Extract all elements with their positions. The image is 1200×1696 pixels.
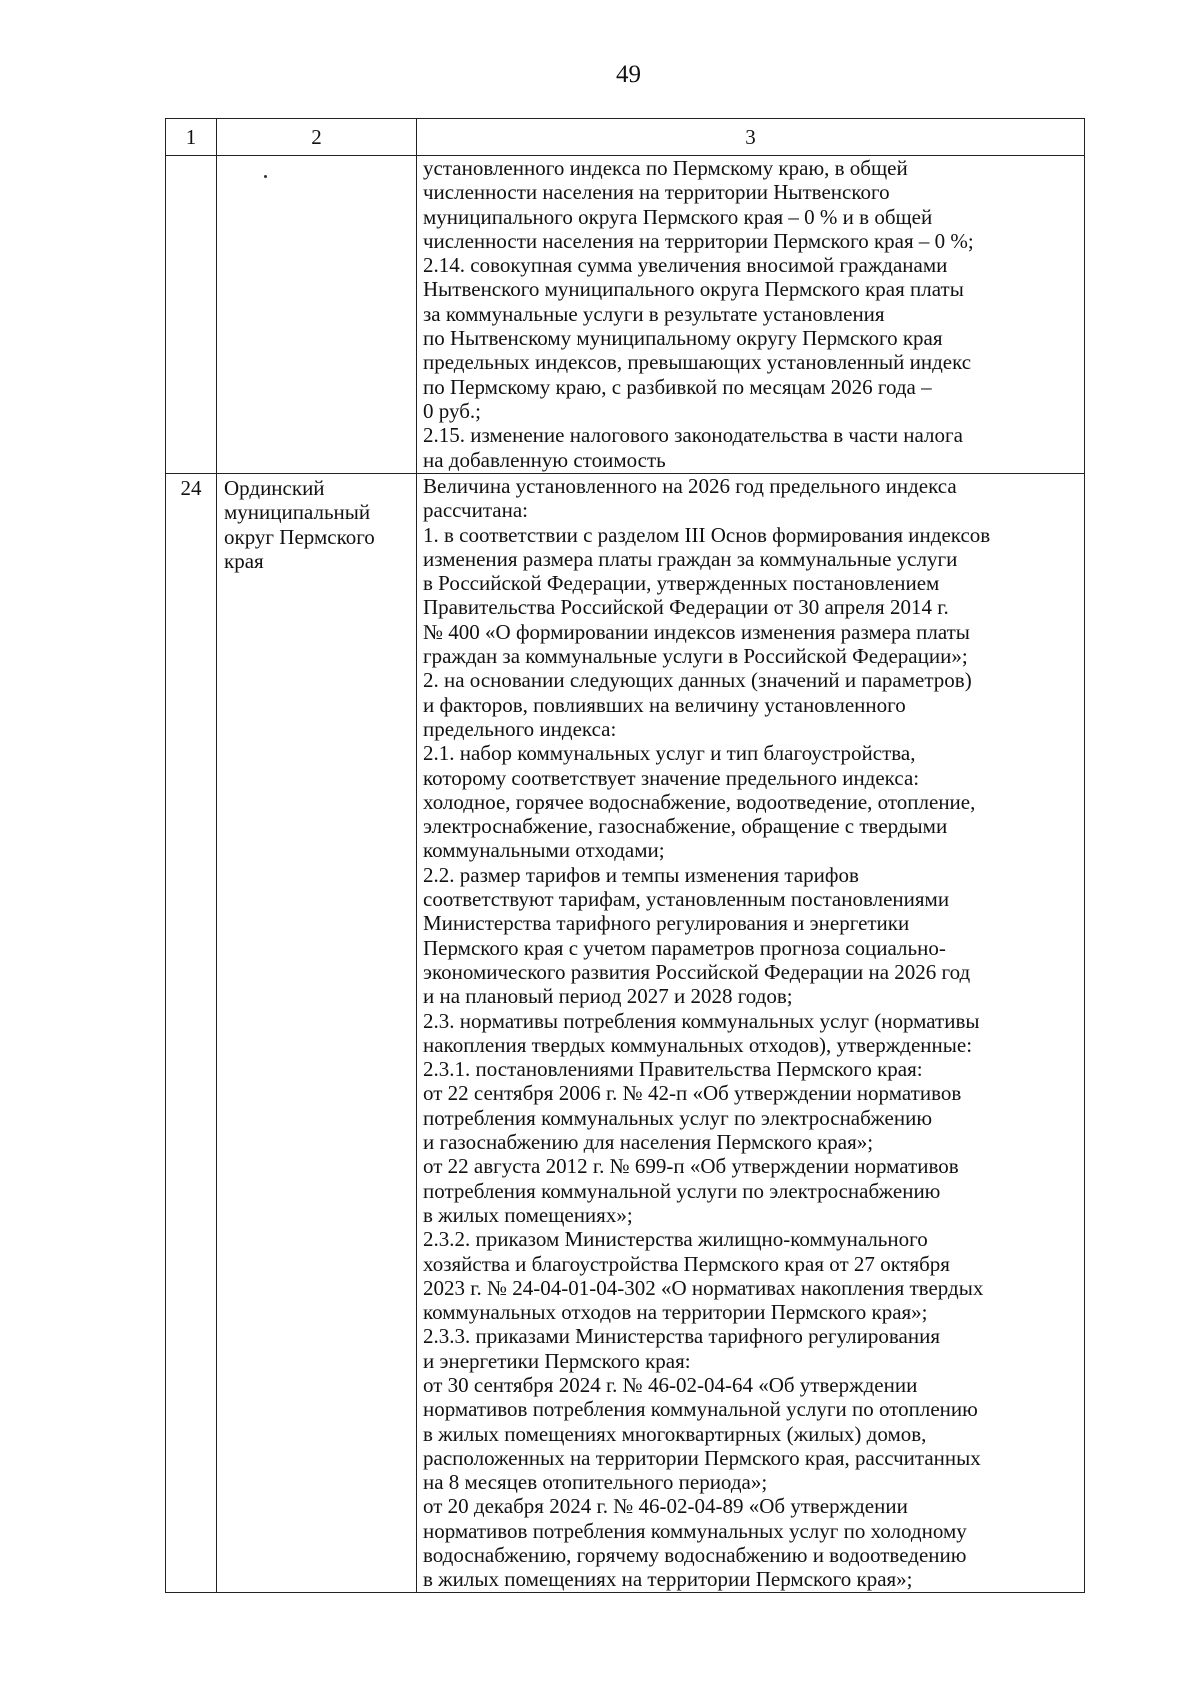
description-line: нормативов потребления коммунальной услуги по отоплению [423,1397,978,1422]
description-line: Величина установленного на 2026 год предельного индекса [423,474,957,498]
description-line: 2.1. набор коммунальных услуг и тип благоустройства, [423,741,916,766]
row-number [166,156,217,474]
table-row [166,474,1085,1593]
description-line: в Российской Федерации, утвержденных постановлением [423,571,940,596]
description-line: водоснабжению, горячему водоснабжению и водоотведению [423,1543,967,1568]
description-line: которому соответствует значение предельного индекса: [423,765,920,790]
description-line: 2.3. нормативы потребления коммунальных услуг (нормативы [423,1008,980,1033]
description-line: в жилых помещениях на территории Пермского края»; [423,1567,913,1592]
description-line: по Нытвенскому муниципальному округу Пермского края [423,326,943,351]
description-line: 2.14. совокупная сумма увеличения вносимой гражданами [423,253,948,278]
description-line: граждан за коммунальные услуги в Российской Федерации»; [423,644,968,669]
description-line: численности населения на территории Нытвенского [423,180,890,205]
description-line: от 22 августа 2012 г. № 699-п «Об утверждении нормативов [423,1154,959,1179]
description-line: и факторов, повлиявших на величину установленного [423,692,906,717]
municipality-name-line: Ординский [224,476,325,500]
row-description [417,156,1085,474]
description-line: и газоснабжению для населения Пермского края»; [423,1130,874,1155]
description-line: нормативов потребления коммунальных услуг по холодному [423,1518,967,1543]
municipality-name [217,474,417,1593]
description-line: и энергетики Пермского края: [423,1348,691,1373]
description-line: 2. на основании следующих данных (значений и параметров) [423,668,972,693]
page-number: 49 [616,61,641,88]
description-line: установленного индекса по Пермскому краю, в общей [423,156,908,180]
description-line: Нытвенского муниципального округа Пермского края платы [423,277,964,302]
description-line: предельного индекса: [423,716,617,741]
description-line: хозяйства и благоустройства Пермского края от 27 октября [423,1251,950,1276]
description-line: коммунальными отходами; [423,838,665,863]
table-row [166,156,1085,474]
municipality-name-line: муниципальный [224,500,371,525]
table-header-row [166,119,1085,156]
description-line: электроснабжение, газоснабжение, обращение с твердыми [423,814,948,839]
description-line: 2023 г. № 24-04-01-04-302 «О нормативах накопления твердых [423,1275,984,1300]
description-line: в жилых помещениях многоквартирных (жилых) домов, [423,1421,927,1446]
description-line: соответствуют тарифам, установленным постановлениями [423,887,950,912]
column-header-3: 3 [417,119,1085,156]
description-line: численности населения на территории Пермского края – 0 %; [423,228,974,253]
description-line: потребления коммунальной услуги по электроснабжению [423,1178,941,1203]
description-line: потребления коммунальных услуг по электроснабжению [423,1105,933,1130]
description-line: № 400 «О формировании индексов изменения размера платы [423,619,970,644]
description-line: Правительства Российской Федерации от 30 апреля 2014 г. [423,595,949,620]
description-line: от 22 сентября 2006 г. № 42-п «Об утверждении нормативов [423,1081,962,1106]
description-line: 2.3.2. приказом Министерства жилищно-коммунального [423,1227,928,1252]
description-line: изменения размера платы граждан за коммунальные услуги [423,546,958,571]
description-line: 2.3.1. постановлениями Правительства Пермского края: [423,1057,923,1082]
row-number: 24 [166,474,217,1593]
description-line: Пермского края с учетом параметров прогноза социально- [423,935,946,960]
column-header-1: 1 [166,119,217,156]
municipality-name-line: края [224,548,264,573]
municipality-name-line: округ Пермского [224,524,375,549]
description-line: 0 руб.; [423,398,481,423]
description-line: 2.3.3. приказами Министерства тарифного регулирования [423,1324,940,1349]
description-line: Министерства тарифного регулирования и энергетики [423,911,910,936]
document-table [165,118,1085,1593]
description-line: накопления твердых коммунальных отходов), утвержденные: [423,1032,973,1057]
description-line: расположенных на территории Пермского края, рассчитанных [423,1445,981,1470]
description-line: на 8 месяцев отопительного периода»; [423,1470,768,1495]
description-line: экономического развития Российской Федерации на 2026 год [423,959,971,984]
description-line: 2.2. размер тарифов и темпы изменения тарифов [423,862,859,887]
description-line: на добавленную стоимость [423,447,666,472]
description-line: холодное, горячее водоснабжение, водоотведение, отопление, [423,789,976,814]
description-line: и на плановый период 2027 и 2028 годов; [423,984,793,1009]
description-line: рассчитана: [423,498,528,523]
column-header-2: 2 [217,119,417,156]
description-line: от 30 сентября 2024 г. № 46-02-04-64 «Об утверждении [423,1372,918,1397]
description-line: коммунальных отходов на территории Пермского края»; [423,1300,928,1325]
description-line: 1. в соответствии с разделом III Основ формирования индексов [423,522,991,547]
description-line: муниципального округа Пермского края – 0 % и в общей [423,204,933,229]
row-description [417,474,1085,1593]
description-line: за коммунальные услуги в результате установления [423,301,885,326]
description-line: 2.15. изменение налогового законодательства в части налога [423,423,963,448]
description-line: предельных индексов, превышающих установленный индекс [423,350,972,375]
description-line: в жилых помещениях»; [423,1202,633,1227]
description-line: от 20 декабря 2024 г. № 46-02-04-89 «Об утверждении [423,1494,908,1519]
description-line: по Пермскому краю, с разбивкой по месяцам 2026 года – [423,374,932,399]
municipality-name [217,156,417,474]
